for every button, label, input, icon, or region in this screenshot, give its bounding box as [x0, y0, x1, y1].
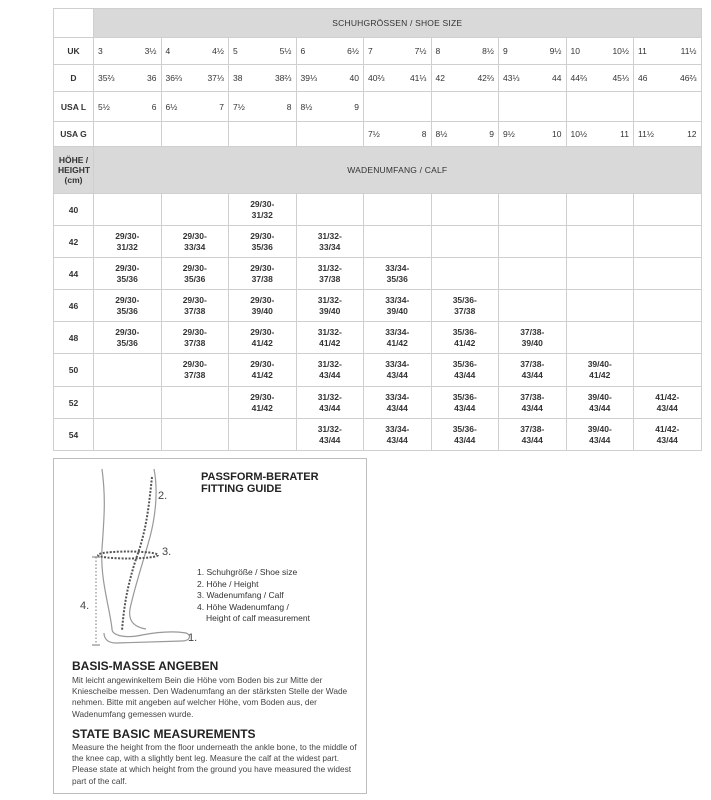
calf-range-cell — [566, 322, 634, 354]
calf-range-cell: 31/32- 33/34 — [296, 226, 364, 258]
shoe-size-cell — [229, 65, 297, 92]
leg-diagram-icon — [54, 459, 204, 659]
calf-row — [54, 258, 702, 290]
size-value: 3 — [98, 46, 103, 56]
size-value: 37⅓ — [207, 73, 224, 83]
calf-row — [54, 354, 702, 387]
basis-body: Mit leicht angewinkeltem Bein die Höhe vom Boden bis zur Mitte der Kniescheibe messen. Den Wadenumfang an der stärksten Stelle der Wade nehmen. Bitte mit angeben auf welcher Höhe, vom Boden aus, der Wadenumfang gemessen wurde. — [72, 675, 348, 719]
calf-height-label: 52 — [54, 387, 94, 419]
calf-range-cell — [499, 290, 567, 322]
marker-3: 3. — [162, 546, 172, 558]
shoe-size-cell — [431, 65, 499, 92]
fitting-guide-panel — [53, 458, 367, 794]
calf-range-cell: 33/34- 43/44 — [364, 354, 432, 387]
size-value: 11½ — [680, 46, 697, 56]
calf-height-label: 42 — [54, 226, 94, 258]
guide-legend — [197, 567, 310, 625]
calf-range-cell: 29/30- 35/36 — [94, 322, 162, 354]
calf-row — [54, 226, 702, 258]
size-value: 38 — [233, 73, 243, 83]
size-table — [53, 8, 702, 451]
calf-range-cell — [634, 194, 702, 226]
calf-range-cell: 29/30- 39/40 — [229, 290, 297, 322]
size-value: 42 — [435, 73, 445, 83]
calf-range-cell — [229, 419, 297, 451]
size-value: 39⅓ — [300, 73, 318, 83]
size-value: 3½ — [144, 46, 157, 56]
shoe-size-cell — [566, 92, 634, 122]
size-value: 38⅔ — [274, 73, 292, 83]
size-value: 9 — [354, 101, 359, 112]
legend-item: 1. Schuhgröße / Shoe size — [197, 567, 298, 577]
shoe-size-cell — [566, 122, 634, 147]
calf-range-cell: 31/32- 43/44 — [296, 419, 364, 451]
calf-range-cell — [566, 194, 634, 226]
shoe-size-cell — [634, 92, 702, 122]
shoe-size-cell — [431, 122, 499, 147]
size-value: 4½ — [212, 46, 224, 56]
shoe-size-row — [54, 38, 702, 65]
shoe-row-label: USA L — [54, 92, 94, 122]
calf-row — [54, 194, 702, 226]
size-value: 9½ — [503, 129, 515, 139]
calf-range-cell: 31/32- 39/40 — [296, 290, 364, 322]
size-value: 44⅔ — [570, 73, 588, 83]
size-value: 6 — [300, 46, 306, 56]
size-value: 5½ — [279, 46, 292, 56]
size-value: 43⅓ — [503, 73, 520, 83]
marker-1: 1. — [188, 632, 198, 644]
state-title: STATE BASIC MEASUREMENTS — [72, 727, 256, 741]
size-value: 35⅔ — [98, 73, 115, 83]
calf-range-cell: 29/30- 41/42 — [229, 322, 297, 354]
calf-range-cell: 41/42- 43/44 — [634, 387, 702, 419]
size-value: 44 — [552, 73, 562, 83]
size-value: 40 — [349, 73, 359, 83]
guide-title: PASSFORM-BERATER FITTING GUIDE — [201, 471, 319, 495]
calf-range-cell: 31/32- 43/44 — [296, 354, 364, 387]
shoe-size-cell — [566, 65, 634, 92]
legend-item: 2. Höhe / Height — [197, 578, 259, 589]
calf-range-cell — [94, 387, 162, 419]
shoe-size-cell — [94, 92, 162, 122]
size-value: 41⅓ — [409, 73, 427, 83]
calf-range-cell: 41/42- 43/44 — [634, 419, 702, 451]
size-value: 36⅔ — [165, 73, 183, 83]
size-value: 9 — [503, 46, 508, 56]
calf-range-cell: 37/38- 43/44 — [499, 387, 567, 419]
calf-range-cell: 29/30- 41/42 — [229, 387, 297, 419]
size-value: 8½ — [482, 46, 494, 56]
calf-range-cell: 39/40- 43/44 — [566, 419, 634, 451]
calf-row — [54, 419, 702, 451]
calf-range-cell: 33/34- 43/44 — [364, 387, 432, 419]
shoe-size-cell — [296, 92, 364, 122]
calf-range-cell — [634, 258, 702, 290]
calf-range-cell: 35/36- 43/44 — [431, 387, 499, 419]
size-value: 6½ — [347, 46, 359, 56]
calf-range-cell — [94, 194, 162, 226]
size-value: 6½ — [165, 101, 178, 112]
shoe-size-cell — [161, 65, 229, 92]
calf-range-cell — [161, 387, 229, 419]
shoe-row-label: D — [54, 65, 94, 92]
calf-range-cell — [634, 226, 702, 258]
calf-range-cell: 29/30- 37/38 — [161, 322, 229, 354]
size-value: 5 — [233, 46, 238, 56]
size-value: 7 — [368, 46, 373, 56]
size-value: 36 — [147, 73, 157, 83]
size-table-body — [54, 9, 702, 451]
calf-range-cell — [634, 354, 702, 387]
calf-range-cell: 29/30- 37/38 — [161, 354, 229, 387]
shoe-size-row — [54, 92, 702, 122]
calf-height-label: 54 — [54, 419, 94, 451]
calf-height-label: 44 — [54, 258, 94, 290]
calf-range-cell: 29/30- 31/32 — [94, 226, 162, 258]
legend-item: Height of calf measurement — [206, 613, 310, 623]
marker-2: 2. — [158, 490, 168, 502]
shoe-size-row — [54, 65, 702, 92]
legend-item: 3. Wadenumfang / Calf — [197, 590, 284, 600]
shoe-size-cell — [634, 65, 702, 92]
shoe-size-row — [54, 122, 702, 147]
size-value: 10 — [570, 46, 580, 56]
shoe-size-cell — [499, 65, 567, 92]
calf-range-cell — [499, 258, 567, 290]
size-value: 9 — [489, 129, 494, 139]
shoe-size-cell — [296, 65, 364, 92]
size-value: 8 — [435, 46, 441, 56]
shoe-size-cell — [634, 38, 702, 65]
size-value: 10 — [552, 129, 562, 139]
shoe-size-cell — [161, 122, 229, 147]
size-value: 11 — [620, 129, 629, 139]
shoe-size-cell — [499, 122, 567, 147]
calf-range-cell — [634, 290, 702, 322]
calf-range-cell — [161, 419, 229, 451]
size-value: 7½ — [368, 129, 380, 139]
marker-4: 4. — [80, 600, 90, 612]
basis-title: BASIS-MASSE ANGEBEN — [72, 659, 219, 673]
calf-range-cell: 39/40- 41/42 — [566, 354, 634, 387]
calf-range-cell — [94, 419, 162, 451]
calf-range-cell: 29/30- 31/32 — [229, 194, 297, 226]
calf-range-cell: 35/36- 43/44 — [431, 354, 499, 387]
shoe-size-cell — [431, 92, 499, 122]
shoe-row-label: USA G — [54, 122, 94, 147]
height-label: HÖHE / HEIGHT (cm) — [54, 147, 94, 194]
size-value: 40⅔ — [368, 73, 385, 83]
calf-row — [54, 290, 702, 322]
calf-height-label: 48 — [54, 322, 94, 354]
calf-range-cell — [296, 194, 364, 226]
calf-range-cell — [566, 258, 634, 290]
size-value: 8 — [286, 101, 292, 112]
shoe-size-cell — [364, 38, 432, 65]
calf-range-cell: 35/36- 43/44 — [431, 419, 499, 451]
size-value: 4 — [165, 46, 171, 56]
shoe-size-cell — [364, 65, 432, 92]
calf-range-cell: 37/38- 39/40 — [499, 322, 567, 354]
calf-range-cell: 33/34- 39/40 — [364, 290, 432, 322]
shoe-size-cell — [229, 122, 297, 147]
shoe-size-cell — [161, 38, 229, 65]
calf-range-cell: 29/30- 35/36 — [229, 226, 297, 258]
size-value: 11 — [638, 46, 647, 56]
shoe-size-cell — [566, 38, 634, 65]
calf-range-cell — [566, 290, 634, 322]
size-value: 10½ — [570, 129, 588, 139]
calf-range-cell — [634, 322, 702, 354]
calf-range-cell: 33/34- 41/42 — [364, 322, 432, 354]
shoe-size-header-row — [54, 9, 702, 38]
shoe-size-header: SCHUHGRÖSSEN / SHOE SIZE — [94, 9, 702, 38]
calf-row — [54, 387, 702, 419]
shoe-size-cell — [364, 92, 432, 122]
calf-range-cell — [364, 226, 432, 258]
calf-range-cell — [566, 226, 634, 258]
calf-range-cell: 29/30- 35/36 — [161, 258, 229, 290]
calf-header-row — [54, 147, 702, 194]
size-value: 8 — [421, 129, 427, 139]
calf-range-cell: 35/36- 41/42 — [431, 322, 499, 354]
calf-range-cell: 39/40- 43/44 — [566, 387, 634, 419]
calf-range-cell: 29/30- 37/38 — [161, 290, 229, 322]
calf-header: WADENUMFANG / CALF — [94, 147, 702, 194]
shoe-size-cell — [161, 92, 229, 122]
calf-range-cell — [431, 258, 499, 290]
calf-row — [54, 322, 702, 354]
size-value: 11½ — [638, 129, 654, 139]
calf-range-cell — [364, 194, 432, 226]
calf-height-label: 40 — [54, 194, 94, 226]
size-value: 8½ — [435, 129, 448, 139]
shoe-size-cell — [94, 122, 162, 147]
shoe-size-cell — [229, 38, 297, 65]
size-value: 45⅓ — [612, 73, 629, 83]
calf-range-cell: 29/30- 37/38 — [229, 258, 297, 290]
size-value: 12 — [687, 129, 697, 139]
calf-range-cell: 33/34- 35/36 — [364, 258, 432, 290]
size-value: 7½ — [414, 46, 427, 56]
legend-item: 4. Höhe Wadenumfang / — [197, 601, 289, 612]
shoe-size-cell — [499, 38, 567, 65]
shoe-size-cell — [94, 38, 162, 65]
calf-range-cell: 29/30- 33/34 — [161, 226, 229, 258]
size-value: 46⅔ — [679, 73, 697, 83]
calf-range-cell: 31/32- 37/38 — [296, 258, 364, 290]
size-value: 10½ — [612, 46, 629, 56]
calf-range-cell: 35/36- 37/38 — [431, 290, 499, 322]
size-value: 7½ — [233, 101, 245, 112]
shoe-size-cell — [296, 38, 364, 65]
shoe-size-cell — [431, 38, 499, 65]
shoe-size-cell — [229, 92, 297, 122]
state-body: Measure the height from the floor underneath the ankle bone, to the middle of the knee cap, with a slightly bent leg. Measure the calf at the widest part. Please state at which height from the ground you have measured the widest part of the calf. — [72, 742, 357, 786]
calf-height-label: 50 — [54, 354, 94, 387]
size-value: 7 — [219, 101, 224, 112]
calf-range-cell: 37/38- 43/44 — [499, 419, 567, 451]
size-value: 9½ — [549, 46, 562, 56]
calf-range-cell — [161, 194, 229, 226]
shoe-size-cell — [94, 65, 162, 92]
size-value: 5½ — [98, 101, 110, 112]
shoe-row-label: UK — [54, 38, 94, 65]
calf-range-cell: 33/34- 43/44 — [364, 419, 432, 451]
shoe-size-cell — [296, 122, 364, 147]
calf-range-cell — [431, 226, 499, 258]
size-value: 46 — [638, 73, 648, 83]
shoe-size-cell — [499, 92, 567, 122]
size-value: 6 — [151, 101, 157, 112]
shoe-size-cell — [364, 122, 432, 147]
calf-range-cell: 29/30- 35/36 — [94, 290, 162, 322]
calf-range-cell — [499, 194, 567, 226]
calf-range-cell — [94, 354, 162, 387]
calf-range-cell — [499, 226, 567, 258]
shoe-size-cell — [634, 122, 702, 147]
calf-height-label: 46 — [54, 290, 94, 322]
calf-range-cell: 29/30- 41/42 — [229, 354, 297, 387]
calf-range-cell: 31/32- 41/42 — [296, 322, 364, 354]
calf-range-cell: 29/30- 35/36 — [94, 258, 162, 290]
size-value: 8½ — [300, 101, 313, 112]
calf-range-cell: 37/38- 43/44 — [499, 354, 567, 387]
size-value: 42⅔ — [477, 73, 494, 83]
calf-range-cell: 31/32- 43/44 — [296, 387, 364, 419]
calf-range-cell — [431, 194, 499, 226]
